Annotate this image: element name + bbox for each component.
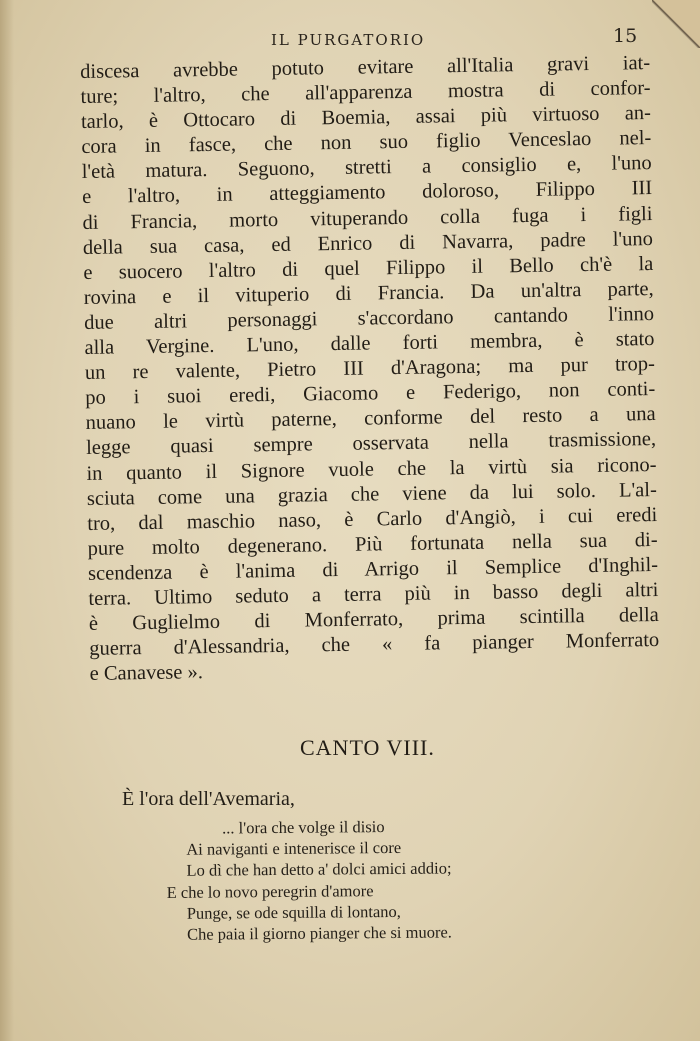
text-line: pure molto degenerano. Più fortunata nella sua di- — [87, 528, 658, 560]
text-line: nuano le virtù paterne, conforme del resto a una — [85, 403, 656, 435]
text-line: e suocero l'altro di quel Filippo il Bello ch'è la — [83, 252, 654, 284]
text-line: alla Vergine. L'uno, dalle forti membra, è stato — [84, 328, 655, 359]
text-line: è Guglielmo di Monferrato, prima scintilla della — [88, 604, 659, 635]
text-line: rovina e il vituperio di Francia. Da un'altra parte, — [83, 277, 654, 309]
text-line: l'età matura. Seguono, stretti a consiglio e, l'uno — [81, 152, 652, 184]
verse-quotation — [160, 814, 601, 945]
text-line: sciuta come una grazia che viene da lui solo. L'al- — [86, 478, 657, 510]
text-line: tro, dal maschio naso, è Carlo d'Angiò, i cui eredi — [87, 503, 658, 535]
text-line: in quanto il Signore vuole che la virtù sia ricono- — [86, 453, 657, 485]
text-line: ture; l'altro, che all'apparenza mostra di confor- — [80, 77, 651, 109]
text-line: terra. Ultimo seduto a terra più in basso degli altri — [88, 578, 659, 610]
canto-intro: È l'ora dell'Avemaria, — [122, 788, 295, 810]
text-line: guerra d'Alessandria, che « fa pianger Monferrato — [89, 629, 660, 661]
folded-corner — [652, 0, 700, 48]
text-line: e l'altro, in atteggiamento doloroso, Filippo III — [81, 177, 653, 209]
text-line: discesa avrebbe potuto evitare all'Italia gravi iat- — [80, 52, 651, 83]
verse-line: Lo dì che han detto a' dolci amici addio; — [186, 858, 452, 881]
verse-line: Che paia il giorno pianger che si muore. — [186, 922, 452, 944]
text-line: cora in fasce, che non suo figlio Venceslao nel- — [81, 127, 652, 159]
text-line: di Francia, morto vituperando colla fuga i figli — [82, 202, 653, 234]
text-line: tarlo, è Ottocaro di Boemia, assai più virtuoso an- — [80, 102, 652, 134]
text-line: e Canavese ». — [89, 661, 204, 686]
prose-body — [80, 51, 660, 687]
verse-line: ... l'ora che volge il disio — [222, 817, 385, 838]
verse-line: Punge, se ode squilla di lontano, — [186, 901, 401, 923]
text-line: scendenza è l'anima di Arrigo il Semplice d'Inghil- — [87, 553, 659, 585]
text-line: della sua casa, ed Enrico di Navarra, padre l'uno — [82, 227, 654, 259]
text-line: un re valente, Pietro III d'Aragona; ma pur trop- — [84, 353, 656, 385]
text-line: po i suoi eredi, Giacomo e Federigo, non conti- — [85, 378, 656, 410]
page-binding-shadow — [0, 0, 14, 1041]
page-number: 15 — [613, 25, 638, 47]
canto-heading: CANTO VIII. — [300, 735, 435, 760]
text-line: legge quasi sempre osservata nella trasmissione, — [85, 428, 657, 460]
verse-line: Ai naviganti e intenerisce il core — [186, 838, 402, 859]
text-line: due altri personaggi s'accordano cantando l'inno — [83, 302, 655, 334]
running-head-title: IL PURGATORIO — [271, 31, 426, 49]
verse-line: E che lo novo peregrin d'amore — [166, 880, 374, 902]
